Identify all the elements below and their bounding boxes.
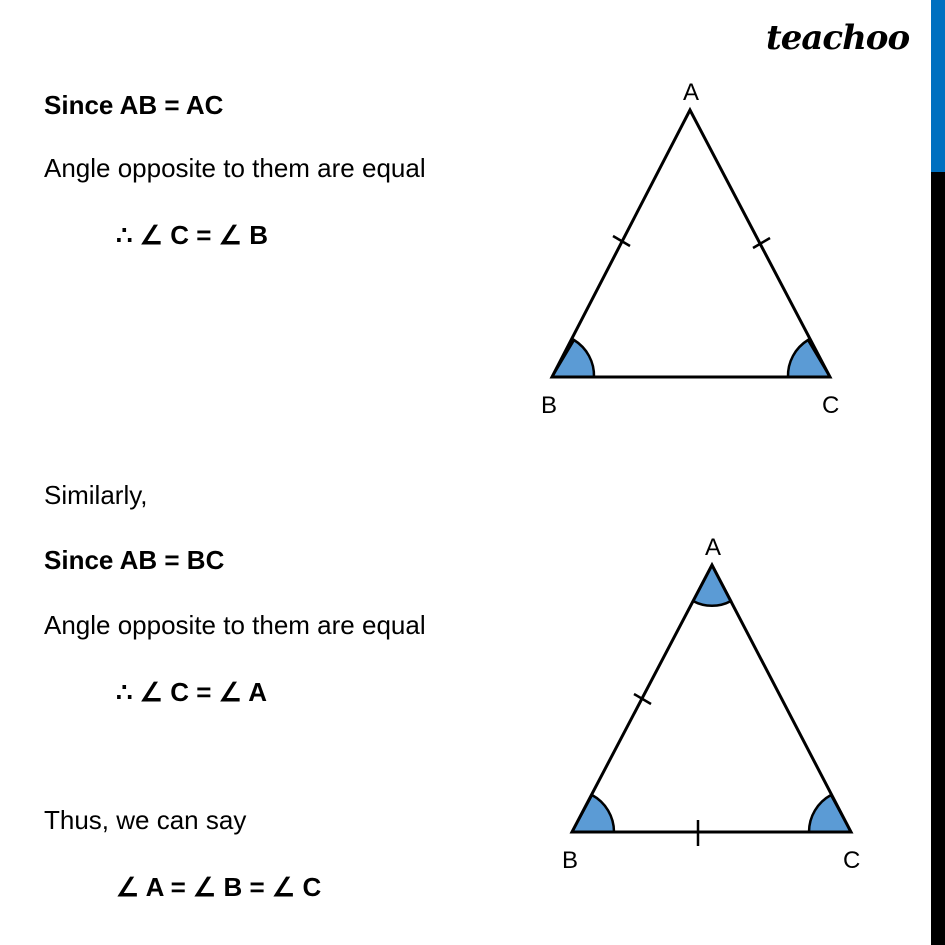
angle-a-marker [693,565,731,606]
conclusion-text: Thus, we can say [44,805,247,835]
label-c: C [822,392,840,419]
statement: Angle opposite to them are equal [44,610,426,640]
conclusion-result: ∠ A = ∠ B = ∠ C [116,872,322,902]
triangle-abc [552,110,830,377]
angle-b-marker [572,795,614,832]
heading-ab-bc: Since AB = BC [44,545,225,575]
heading-ab-ac: Since AB = AC [44,90,224,120]
similarly-text: Similarly, [44,480,148,510]
result-c-b: ∴ ∠ C = ∠ B [116,220,269,250]
angle-c-marker [788,340,830,377]
result-c-a: ∴ ∠ C = ∠ A [116,677,268,707]
triangle-1 [541,79,839,419]
statement: Angle opposite to them are equal [44,153,426,183]
label-a: A [683,79,700,106]
label-c: C [843,847,861,874]
angle-c-marker [809,795,851,832]
angle-b-marker [552,340,594,377]
label-b: B [541,392,558,419]
label-b: B [562,847,579,874]
teachoo-logo: teachoo [766,18,910,58]
triangle-2 [562,534,860,874]
label-a: A [705,534,722,561]
